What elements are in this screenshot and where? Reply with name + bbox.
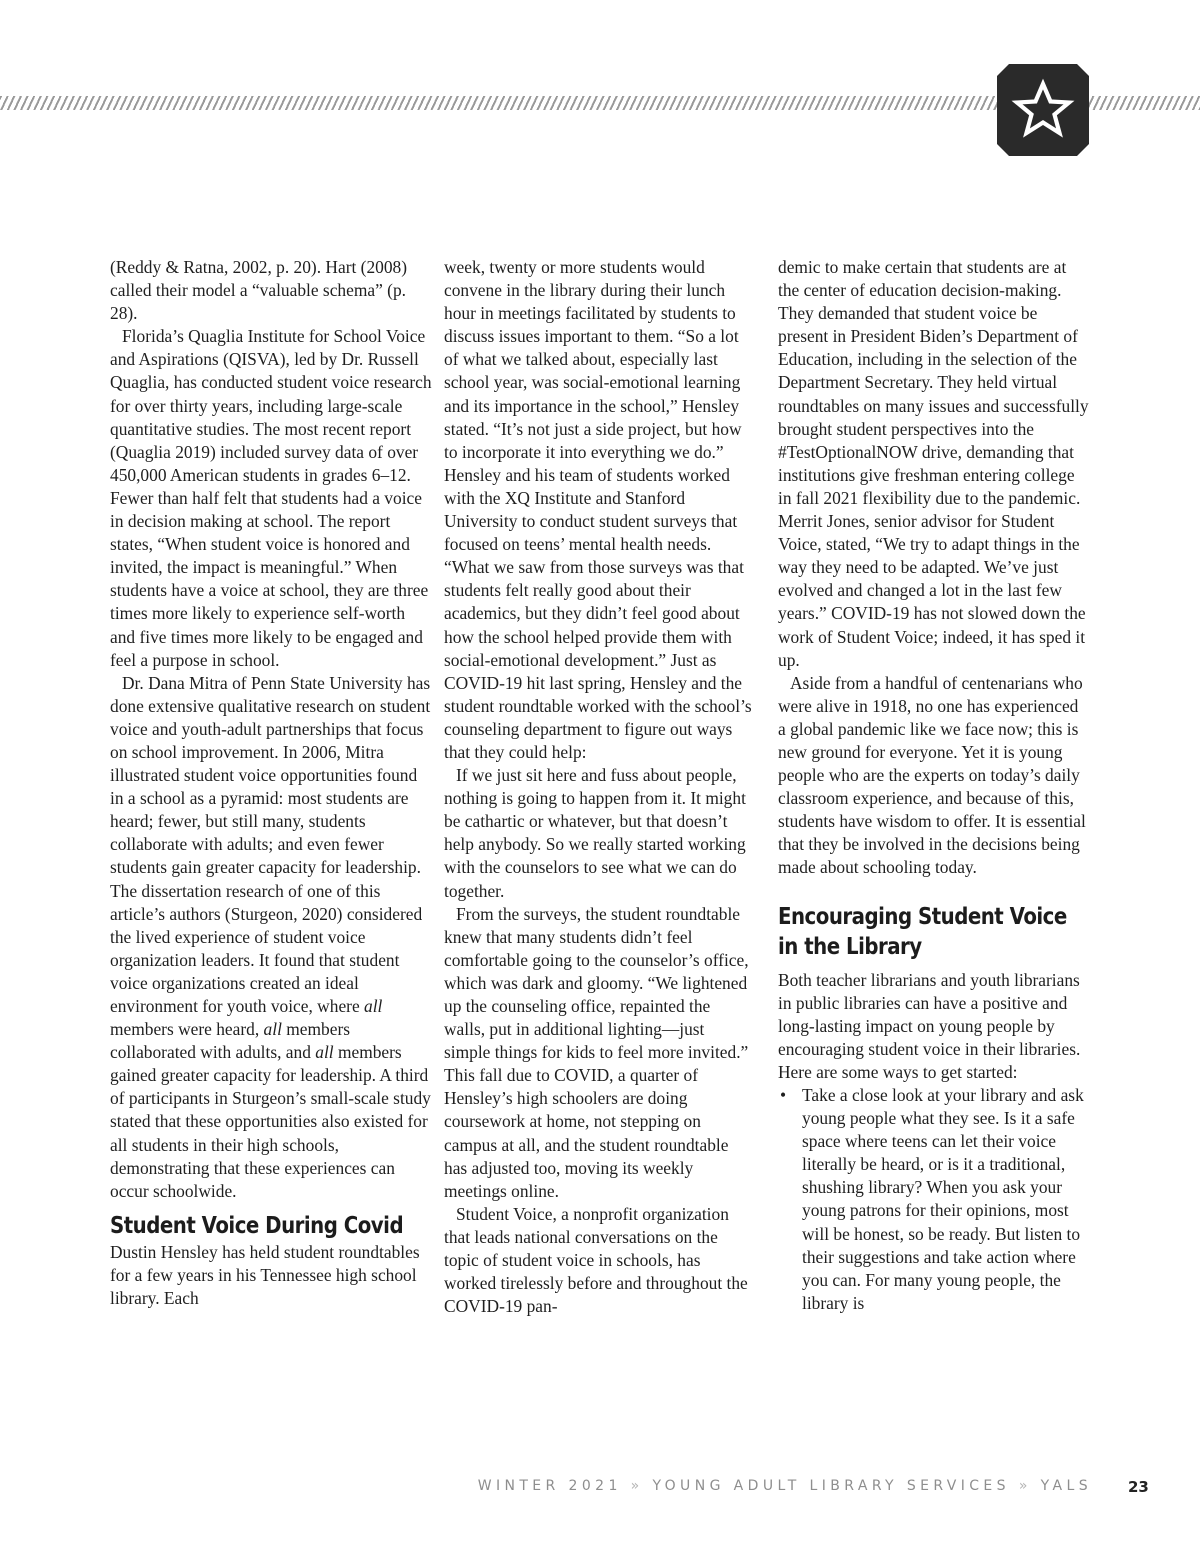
footer-separator: » xyxy=(630,1478,644,1494)
article-column-2 xyxy=(444,256,754,1318)
article-column-3 xyxy=(778,256,1090,1315)
section-heading: Encouraging Student Voice in the Library xyxy=(778,903,1067,960)
paragraph: Florida’s Quaglia Institute for School Voice and Aspirations (QISVA), led by Dr. Russell Quaglia, has conducted student voice research for over thirty years, including large-scale quantitative studies. The most recent report (Quaglia 2019) included survey data of over 450,000 American students in grades 6–12. Fewer than half felt that students had a voice in decision making at school. The report states, “When student voice is honored and invited, the impact is meaningful.” When students have a voice at school, they are three times more likely to experience self-worth and five times more likely to be engaged and feel a purpose in school. xyxy=(110,326,432,670)
paragraph: Dustin Hensley has held student roundtables for a few years in his Tennessee high school library. Each xyxy=(110,1241,420,1309)
article-column-1 xyxy=(110,256,432,1310)
footer-journal: YOUNG ADULT LIBRARY SERVICES xyxy=(652,1478,1010,1494)
footer-separator: » xyxy=(1018,1478,1032,1494)
footer-issue: WINTER 2021 xyxy=(477,1478,622,1494)
tips-list xyxy=(778,1084,1090,1315)
paragraph: Aside from a handful of centenarians who were alive in 1918, no one has experienced a global pandemic like we face now; this is new ground for everyone. Yet it is young people who are the experts on today’s daily classroom experience, and because of this, students have wisdom to offer. It is essential that they be involved in the decisions being made about schooling today. xyxy=(778,672,1086,878)
star-icon xyxy=(1011,78,1075,142)
page-number: 23 xyxy=(1128,1478,1149,1496)
paragraph: Student Voice, a nonprofit organization that leads national conversations on the topic of student voice in schools, has worked tirelessly before and throughout the COVID-19 pan- xyxy=(444,1203,748,1317)
star-badge xyxy=(997,64,1089,156)
block-quote: If we just sit here and fuss about people, nothing is going to happen from it. It might be cathartic or whatever, but that doesn’t help anybody. So we really started working with the counselors to see what we can do together. xyxy=(444,765,746,901)
paragraph: (Reddy & Ratna, 2002, p. 20). Hart (2008) called their model a “valuable schema” (p. 28). xyxy=(110,257,408,324)
section-heading: Student Voice During Covid xyxy=(110,1212,404,1239)
paragraph: Dr. Dana Mitra of Penn State University has done extensive qualitative research on student voice and youth-adult partnerships that focus on school improvement. In 2006, Mitra illustrated student voice opportunities found in a school as a pyramid: most students are heard; fewer, but still many, students collaborate with adults; and even fewer students gain greater capacity for leadership. The dissertation research of one of this article’s authors (Sturgeon, 2020) considered the lived experience of student voice organization leaders. It found that student voice organizations created an ideal environment for youth voice, where all members were heard, all members collaborated with adults, and all members gained greater capacity for leadership. A third of participants in Sturgeon’s small-scale study stated that these opportunities also existed for all students in their high schools, demonstrating that these experiences can occur schoolwide. xyxy=(110,672,431,1201)
paragraph: demic to make certain that students are at the center of education decision-making. They demanded that student voice be present in President Biden’s Department of Education, including in the selection of the Department Secretary. They held virtual roundtables on many issues and successfully brought student perspectives into the #TestOptionalNOW drive, demanding that institutions give freshman entering college in fall 2021 flexibility due to the pandemic. Merrit Jones, senior advisor for Student Voice, stated, “We try to adapt things in the way they need to be adapted. We’ve just evolved and changed a lot in the last few years.” COVID-19 has not slowed down the work of Student Voice; indeed, it has sped it up. xyxy=(778,257,1089,670)
paragraph: Both teacher librarians and youth librarians in public libraries can have a positive and long-lasting impact on young people by encouraging student voice in their libraries. Here are some ways to get started: xyxy=(778,969,1081,1082)
footer-short-title: YALS xyxy=(1040,1478,1092,1494)
paragraph: week, twenty or more students would convene in the library during their lunch hour in meetings facilitated by students to discuss issues important to them. “So a lot of what we talked about, especially last school year, was social-emotional learning and its importance in the school,” Hensley stated. “It’s not just a side project, but how to incorporate it into everything we do.” Hensley and his team of students worked with the XQ Institute and Stanford University to conduct student surveys that focused on teens’ mental health needs. “What we saw from those surveys was that students felt really good about their academics, but they didn’t feel good about how the school helped provide them with social-emotional development.” Just as COVID-19 hit last spring, Hensley and the student roundtable worked with the school’s counseling department to figure out ways that they could help: xyxy=(444,257,752,762)
paragraph: From the surveys, the student roundtable knew that many students didn’t feel comfortable going to the counselor’s office, which was dark and gloomy. “We lightened up the counseling office, repainted the walls, put in additional lighting—just simple things for kids to feel more invited.” This fall due to COVID, a quarter of Hensley’s high schoolers are doing coursework at home, not stepping on campus at all, and the student roundtable has adjusted too, moving its weekly meetings online. xyxy=(444,903,749,1201)
list-item: • Take a close look at your library and ask young people what they see. Is it a safe space where teens can let their voice literally be heard, or is it a traditional, shushing library? When you ask your young patrons for their opinions, most will be honest, so be ready. But listen to their suggestions and take action where you can. For many young people, the library is xyxy=(778,1084,1090,1315)
running-footer xyxy=(478,1478,1092,1494)
